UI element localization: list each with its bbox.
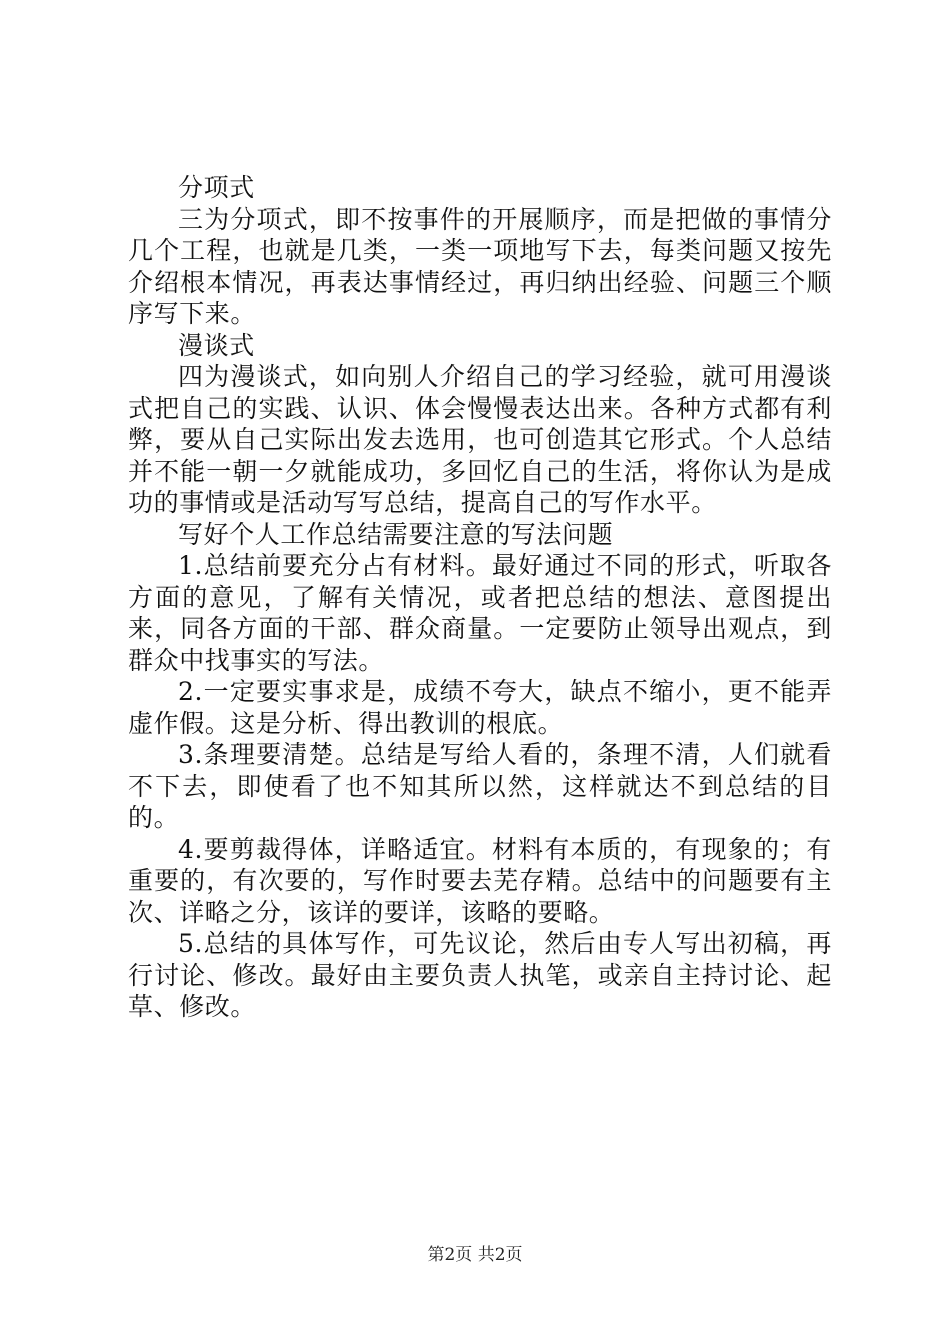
page-number-footer: 第2页 共2页 xyxy=(427,1245,523,1265)
list-item-3: 3.条理要清楚。总结是写给人看的，条理不清，人们就看不下去，即使看了也不知其所以然，这样就达不到总结的目的。 xyxy=(128,740,832,832)
section-heading-mantanshi: 漫谈式 xyxy=(178,330,255,360)
section-heading-fenxiangshi: 分项式 xyxy=(178,173,255,202)
paragraph-mantanshi: 四为漫谈式，如向别人介绍自己的学习经验，就可用漫谈式把自己的实践、认识、体会慢慢表达出来。各种方式都有利弊，要从自己实际出发去选用，也可创造其它形式。个人总结并不能一朝一夕就能成功，多回忆自己的生活，将你认为是成功的事情或是活动写写总结，提高自己的写作水平。 xyxy=(128,362,832,517)
list-item-4: 4.要剪裁得体，详略适宜。材料有本质的，有现象的；有重要的，有次要的，写作时要去芜存精。总结中的问题要有主次、详略之分，该详的要详，该略的要略。 xyxy=(128,834,832,927)
list-item-1: 1.总结前要充分占有材料。最好通过不同的形式，听取各方面的意见，了解有关情况，或者把总结的想法、意图提出来，同各方面的干部、群众商量。一定要防止领导出观点，到群众中找事实的写法。 xyxy=(128,551,832,675)
paragraph-fenxiangshi: 三为分项式，即不按事件的开展顺序，而是把做的事情分几个工程，也就是几类，一类一项地写下去，每类问题又按先介绍根本情况，再表达事情经过，再归纳出经验、问题三个顺序写下来。 xyxy=(128,204,832,328)
section-heading-writing-notes: 写好个人工作总结需要注意的写法问题 xyxy=(178,519,614,549)
list-item-2: 2.一定要实事求是，成绩不夸大，缺点不缩小，更不能弄虚作假。这是分析、得出教训的根底。 xyxy=(128,677,832,738)
list-item-5: 5.总结的具体写作，可先议论，然后由专人写出初稿，再行讨论、修改。最好由主要负责人执笔，或亲自主持讨论、起草、修改。 xyxy=(128,929,832,1021)
document-body xyxy=(128,172,832,1023)
